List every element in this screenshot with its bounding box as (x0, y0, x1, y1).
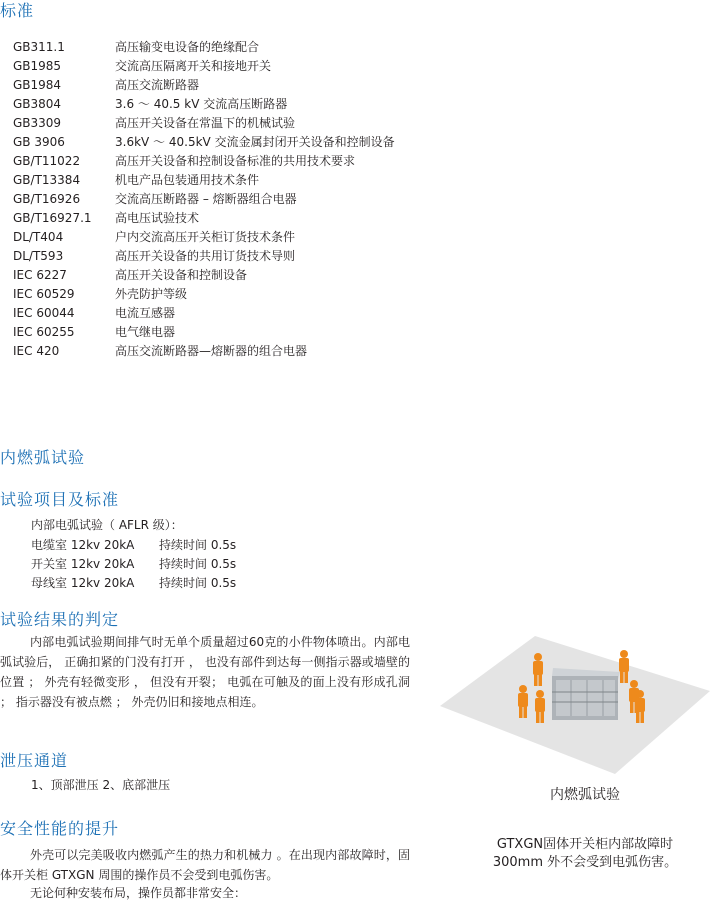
standard-code: IEC 60044 (13, 306, 75, 320)
aflr-duration: 持续时间 0.5s (159, 576, 237, 590)
standard-row (13, 285, 395, 304)
standard-code: DL/T593 (13, 249, 64, 263)
standard-row (13, 190, 395, 209)
standard-code: IEC 60255 (13, 325, 75, 339)
standard-name: 高压开关设备在常温下的机械试验 (115, 116, 296, 130)
aflr-duration: 持续时间 0.5s (159, 538, 237, 552)
standard-row (13, 133, 395, 152)
judgement-text: 内部电弧试验期间排气时无单个质量超过60克的小件物体喷出。内部电弧试验后， 正确扣紧的门没有打开 ， 也没有部件到达每一侧指示器或墙壁的位置 ； 外壳有轻微变形 ， 但没有开裂； 电弧在可触及的面上没有形成孔洞 ； 指示器没有被点燃 ； 外壳仍旧和接地点相连。 (0, 635, 410, 709)
standard-name: 高压交流断路器—熔断器的组合电器 (115, 344, 308, 358)
standard-code: GB/T11022 (13, 154, 81, 168)
switchgear-cabinet (552, 668, 620, 720)
safety-text-2: 无论何种安装布局，操作员都非常安全： (30, 886, 247, 900)
aflr-room: 开关室 12kv 20kA (31, 557, 135, 571)
standard-code: DL/T404 (13, 230, 64, 244)
standard-name: 高电压试验技术 (115, 211, 200, 225)
standard-code: GB3804 (13, 97, 62, 111)
standard-code: GB 3906 (13, 135, 65, 149)
aflr-intro: 内部电弧试验（ AFLR 级）： (31, 518, 183, 532)
standard-name: 户内交流高压开关柜订货技术条件 (115, 230, 296, 244)
standard-name: 高压开关设备的共用订货技术导则 (115, 249, 296, 263)
standard-code: GB3309 (13, 116, 62, 130)
aflr-row (31, 574, 236, 591)
standard-row (13, 266, 395, 285)
test-items-title: 试验项目及标准 (0, 490, 120, 509)
figure-note-line1: GTXGN固体开关柜内部故障时 (496, 837, 674, 852)
standard-name: 机电产品包装通用技术条件 (115, 173, 260, 187)
standards-list (13, 38, 395, 361)
standard-code: GB/T13384 (13, 173, 81, 187)
standard-code: GB1985 (13, 59, 62, 73)
standard-name: 3.6 ～ 40.5 kV 交流高压断路器 (115, 97, 288, 111)
standard-row (13, 304, 395, 323)
arc-test-illustration (440, 636, 710, 774)
standard-row (13, 323, 395, 342)
standard-code: IEC 60529 (13, 287, 75, 301)
standard-code: GB1984 (13, 78, 62, 92)
relief-title: 泄压通道 (0, 751, 69, 770)
standard-name: 电流互感器 (115, 306, 176, 320)
judgement-paragraph (0, 632, 410, 712)
relief-text: 1、顶部泄压 2、底部泄压 (31, 778, 171, 792)
standard-name: 高压交流断路器 (115, 78, 200, 92)
standard-code: GB/T16926 (13, 192, 81, 206)
standard-code: GB311.1 (13, 40, 65, 54)
standard-row (13, 57, 395, 76)
standard-code: IEC 420 (13, 344, 60, 358)
standard-name: 交流高压隔离开关和接地开关 (115, 59, 272, 73)
standard-row (13, 114, 395, 133)
judgement-title: 试验结果的判定 (0, 610, 120, 629)
aflr-room: 母线室 12kv 20kA (31, 576, 135, 590)
aflr-row (31, 536, 236, 553)
standard-row (13, 209, 395, 228)
safety-title: 安全性能的提升 (0, 819, 120, 838)
standard-name: 高压开关设备和控制设备标准的共用技术要求 (115, 154, 356, 168)
aflr-room: 电缆室 12kv 20kA (31, 538, 135, 552)
aflr-duration: 持续时间 0.5s (159, 557, 237, 571)
standard-row (13, 342, 395, 361)
standard-row (13, 76, 395, 95)
standard-name: 高压开关设备和控制设备 (115, 268, 248, 282)
standard-row (13, 95, 395, 114)
safety-text-1: 外壳可以完美吸收内燃弧产生的热力和机械力 。在出现内部故障时，固体开关柜 GTXGN 周围的操作员不会受到电弧伤害。 (0, 848, 410, 882)
standard-row (13, 247, 395, 266)
figure-caption: 内燃弧试验 (550, 787, 620, 803)
safety-paragraph (0, 845, 410, 903)
figure-note-line2: 300mm 外不会受到电弧伤害。 (492, 855, 678, 870)
standard-row (13, 171, 395, 190)
arc-section-title: 内燃弧试验 (0, 448, 86, 467)
standard-name: 3.6kV ～ 40.5kV 交流金属封闭开关设备和控制设备 (115, 135, 395, 149)
standards-title: 标准 (0, 1, 35, 20)
standard-row (13, 228, 395, 247)
standard-name: 电气继电器 (115, 325, 176, 339)
standard-name: 高压输变电设备的绝缘配合 (115, 40, 260, 54)
standard-code: GB/T16927.1 (13, 211, 92, 225)
standard-row (13, 152, 395, 171)
standard-row (13, 38, 395, 57)
aflr-row (31, 555, 236, 572)
standard-name: 外壳防护等级 (115, 287, 188, 301)
standard-code: IEC 6227 (13, 268, 67, 282)
standard-name: 交流高压断路器 – 熔断器组合电器 (115, 192, 297, 206)
